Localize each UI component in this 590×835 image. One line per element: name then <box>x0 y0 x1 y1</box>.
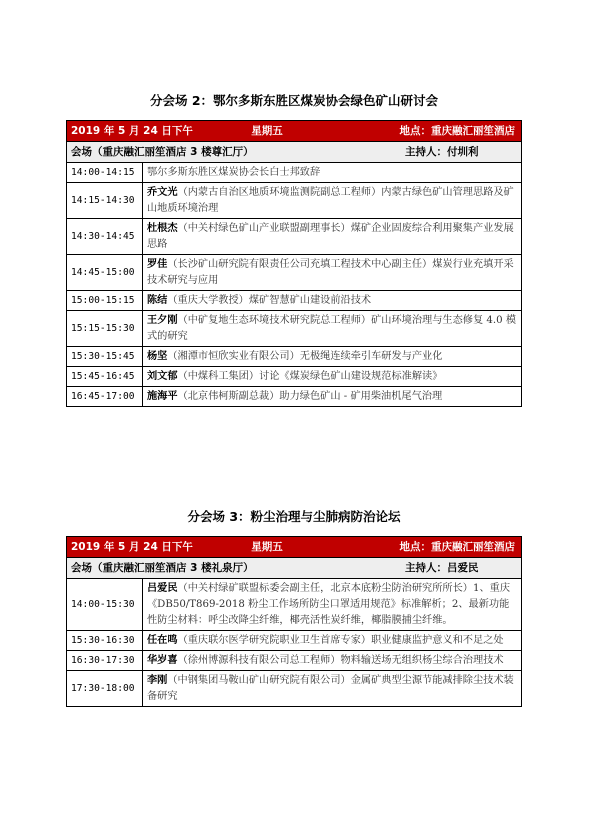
session-title: 分会场 3：粉尘治理与尘肺病防治论坛 <box>187 509 401 524</box>
schedule-row <box>67 255 521 291</box>
speaker-name: 杨坚 <box>147 350 168 362</box>
talk-description: （中关村绿矿联盟标委会副主任，北京本底粉尘防治研究所所长）1、重庆《DB50/T869-2018 粉尘工作场所防尘口罩适用规范》标准解析；2、最新功能性防尘材料：呼尘改降尘纤维，椰壳活性炭纤维，椰脂膜捕尘纤维。 <box>147 583 511 626</box>
venue-row <box>67 558 521 579</box>
talk-description: （北京伟柯斯副总裁）助力绿色矿山 - 矿用柴油机尾气治理 <box>177 391 443 402</box>
row-content <box>143 367 521 386</box>
speaker-name: 李刚 <box>147 674 168 686</box>
schedule-row <box>67 163 521 183</box>
row-time: 14:45-15:00 <box>67 255 143 290</box>
speaker-name: 乔文光 <box>147 186 178 198</box>
row-content <box>143 631 521 650</box>
row-time: 15:45-16:45 <box>67 367 143 386</box>
session-weekday: 星期五 <box>251 541 283 553</box>
row-time: 15:30-16:30 <box>67 631 143 650</box>
row-content <box>143 183 521 218</box>
speaker-name: 陈结 <box>147 294 168 306</box>
speaker-name: 罗佳 <box>147 258 168 270</box>
schedule-row <box>67 579 521 631</box>
speaker-name: 任在鸣 <box>147 634 178 646</box>
row-content <box>143 347 521 366</box>
session-title: 分会场 2：鄂尔多斯东胜区煤炭协会绿色矿山研讨会 <box>149 93 439 108</box>
row-content <box>143 163 521 182</box>
schedule-row <box>67 671 521 706</box>
schedule-table <box>66 536 522 707</box>
row-time: 15:15-15:30 <box>67 311 143 346</box>
schedule-row <box>67 291 521 311</box>
row-content <box>143 291 521 310</box>
venue-room: 会场（重庆融汇丽笙酒店 3 楼尊汇厅） <box>71 146 254 158</box>
row-content <box>143 255 521 290</box>
schedule-row <box>67 311 521 347</box>
venue-host: 主持人：吕爱民 <box>405 562 479 574</box>
schedule-table <box>66 120 522 407</box>
row-time: 14:00-15:30 <box>67 579 143 630</box>
session-date: 2019 年 5 月 24 日下午 <box>71 125 193 137</box>
talk-description: （长沙矿山研究院有限责任公司充填工程技术中心副主任）煤炭行业充填开采技术研究与应用 <box>147 259 514 286</box>
schedule-row <box>67 219 521 255</box>
session-location: 地点：重庆融汇丽笙酒店 <box>399 541 515 553</box>
schedule-rows <box>67 163 521 406</box>
row-content <box>143 651 521 670</box>
talk-description: （内蒙古自治区地质环境监测院副总工程师）内蒙古绿色矿山管理思路及矿山地质环境治理 <box>147 187 514 214</box>
speaker-name: 华岁喜 <box>147 654 178 666</box>
schedule-rows <box>67 579 521 706</box>
talk-description: （湘潭市恒欣实业有限公司）无极绳连续牵引车研发与产业化 <box>167 351 443 362</box>
row-time: 17:30-18:00 <box>67 671 143 706</box>
speaker-name: 刘文郁 <box>147 370 178 382</box>
schedule-row <box>67 367 521 387</box>
speaker-name: 吕爱民 <box>147 582 178 594</box>
schedule-header-bar <box>67 537 521 558</box>
row-time: 14:30-14:45 <box>67 219 143 254</box>
speaker-name: 施海平 <box>147 390 178 402</box>
row-content <box>143 219 521 254</box>
row-time: 16:30-17:30 <box>67 651 143 670</box>
row-content <box>143 579 521 630</box>
session-3 <box>66 508 522 707</box>
schedule-header-bar <box>67 121 521 142</box>
speaker-name: 杜根杰 <box>147 222 178 234</box>
schedule-row <box>67 651 521 671</box>
schedule-row <box>67 183 521 219</box>
row-time: 15:30-15:45 <box>67 347 143 366</box>
session-location: 地点：重庆融汇丽笙酒店 <box>399 125 515 137</box>
talk-description: （中矿复地生态环境技术研究院总工程师）矿山环境治理与生态修复 4.0 模式的研究 <box>147 315 517 342</box>
venue-host: 主持人：付圳利 <box>405 146 479 158</box>
talk-description: （重庆大学教授）煤矿智慧矿山建设前沿技术 <box>167 295 372 306</box>
row-time: 16:45-17:00 <box>67 387 143 406</box>
session-2 <box>66 92 522 407</box>
talk-description: （中钢集团马鞍山矿山研究院有限公司）金属矿典型尘源节能减排除尘技术装备研究 <box>147 675 514 702</box>
session-weekday: 星期五 <box>251 125 283 137</box>
row-time: 14:15-14:30 <box>67 183 143 218</box>
venue-row <box>67 142 521 163</box>
row-time: 15:00-15:15 <box>67 291 143 310</box>
row-content <box>143 671 521 706</box>
speaker-name: 王夕刚 <box>147 314 178 326</box>
talk-description: （重庆联尔医学研究院职业卫生首席专家）职业健康监护意义和不足之处 <box>177 635 504 646</box>
row-content <box>143 311 521 346</box>
schedule-row <box>67 387 521 406</box>
session-date: 2019 年 5 月 24 日下午 <box>71 541 193 553</box>
venue-room: 会场（重庆融汇丽笙酒店 3 楼礼泉厅） <box>71 562 254 574</box>
talk-description: 鄂尔多斯东胜区煤炭协会长白士邦致辞 <box>147 167 321 178</box>
schedule-row <box>67 347 521 367</box>
talk-description: （徐州博源科技有限公司总工程师）物料输送场无组织杨尘综合治理技术 <box>177 655 504 666</box>
talk-description: （中煤科工集团）讨论《煤炭绿色矿山建设规范标准解读》 <box>177 371 443 382</box>
row-time: 14:00-14:15 <box>67 163 143 182</box>
schedule-row <box>67 631 521 651</box>
row-content <box>143 387 521 406</box>
talk-description: （中关村绿色矿山产业联盟副理事长）煤矿企业固废综合利用聚集产业发展思路 <box>147 223 514 250</box>
